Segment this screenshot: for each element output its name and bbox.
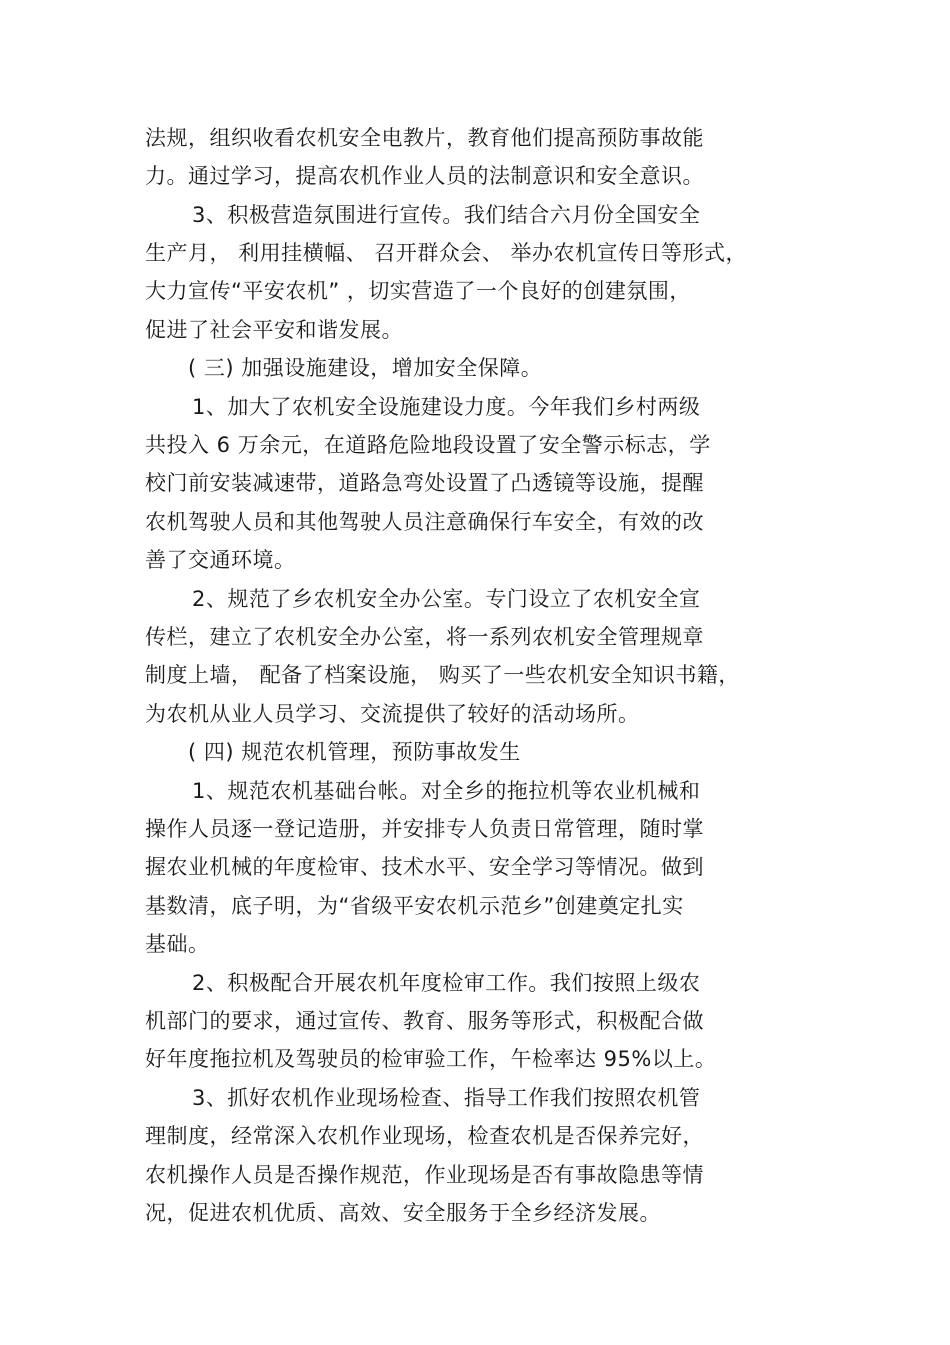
text-line: 1、规范农机基础台帐。对全乡的拖拉机等农业机械和 [192,779,701,803]
text-line: 基础。 [145,932,210,956]
text-line: 传栏，建立了农机安全办公室，将一系列农机安全管理规章 [145,625,704,649]
text-line: 操作人员逐一登记造册，并安排专人负责日常管理，随时掌 [145,817,704,841]
text-line: 制度上墙， 配备了档案设施， 购买了一些农机安全知识书籍， [145,663,740,687]
section-heading: ( 三) 加强设施建设，增加安全保障。 [188,356,543,380]
text-line: 为农机从业人员学习、交流提供了较好的活动场所。 [145,702,640,726]
text-line: 机部门的要求，通过宣传、教育、服务等形式，积极配合做 [145,1009,704,1033]
text-line: 促进了社会平安和谐发展。 [145,318,403,342]
text-line: 3、抓好农机作业现场检查、指导工作我们按照农机管 [192,1086,701,1110]
text-line: 共投入 6 万余元，在道路危险地段设置了安全警示标志，学 [145,433,711,457]
text-line: 善了交通环境。 [145,548,296,572]
text-line: 2、积极配合开展农机年度检审工作。我们按照上级农 [192,971,701,995]
text-line: 生产月， 利用挂横幅、 召开群众会、 举办农机宣传日等形式， [145,241,748,265]
text-line: 校门前安装减速带，道路急弯处设置了凸透镜等设施，提醒 [145,471,704,495]
text-line: 理制度，经常深入农机作业现场，检查农机是否保养完好， [145,1124,704,1148]
text-line: 农机驾驶人员和其他驾驶人员注意确保行车安全，有效的改 [145,510,704,534]
text-line: 况，促进农机优质、高效、安全服务于全乡经济发展。 [145,1201,661,1225]
text-line: 2、规范了乡农机安全办公室。专门设立了农机安全宣 [192,587,701,611]
text-line: 力。通过学习，提高农机作业人员的法制意识和安全意识。 [145,164,704,188]
text-line: 农机操作人员是否操作规范，作业现场是否有事故隐患等情 [145,1163,704,1187]
text-line: 3、积极营造氛围进行宣传。我们结合六月份全国安全 [192,203,701,227]
text-line: 好年度拖拉机及驾驶员的检审验工作，午检率达 95%以上。 [145,1047,717,1071]
text-line: 基数清，底子明，为“省级平安农机示范乡”创建奠定扎实 [145,894,684,918]
section-heading: ( 四) 规范农机管理，预防事故发生 [188,740,521,764]
text-line: 法规，组织收看农机安全电教片，教育他们提高预防事故能 [145,126,704,150]
text-line: 大力宣传“平安农机” ，切实营造了一个良好的创建氛围， [145,279,691,303]
text-line: 握农业机械的年度检审、技术水平、安全学习等情况。做到 [145,855,704,879]
text-line: 1、加大了农机安全设施建设力度。今年我们乡村两级 [192,395,701,419]
